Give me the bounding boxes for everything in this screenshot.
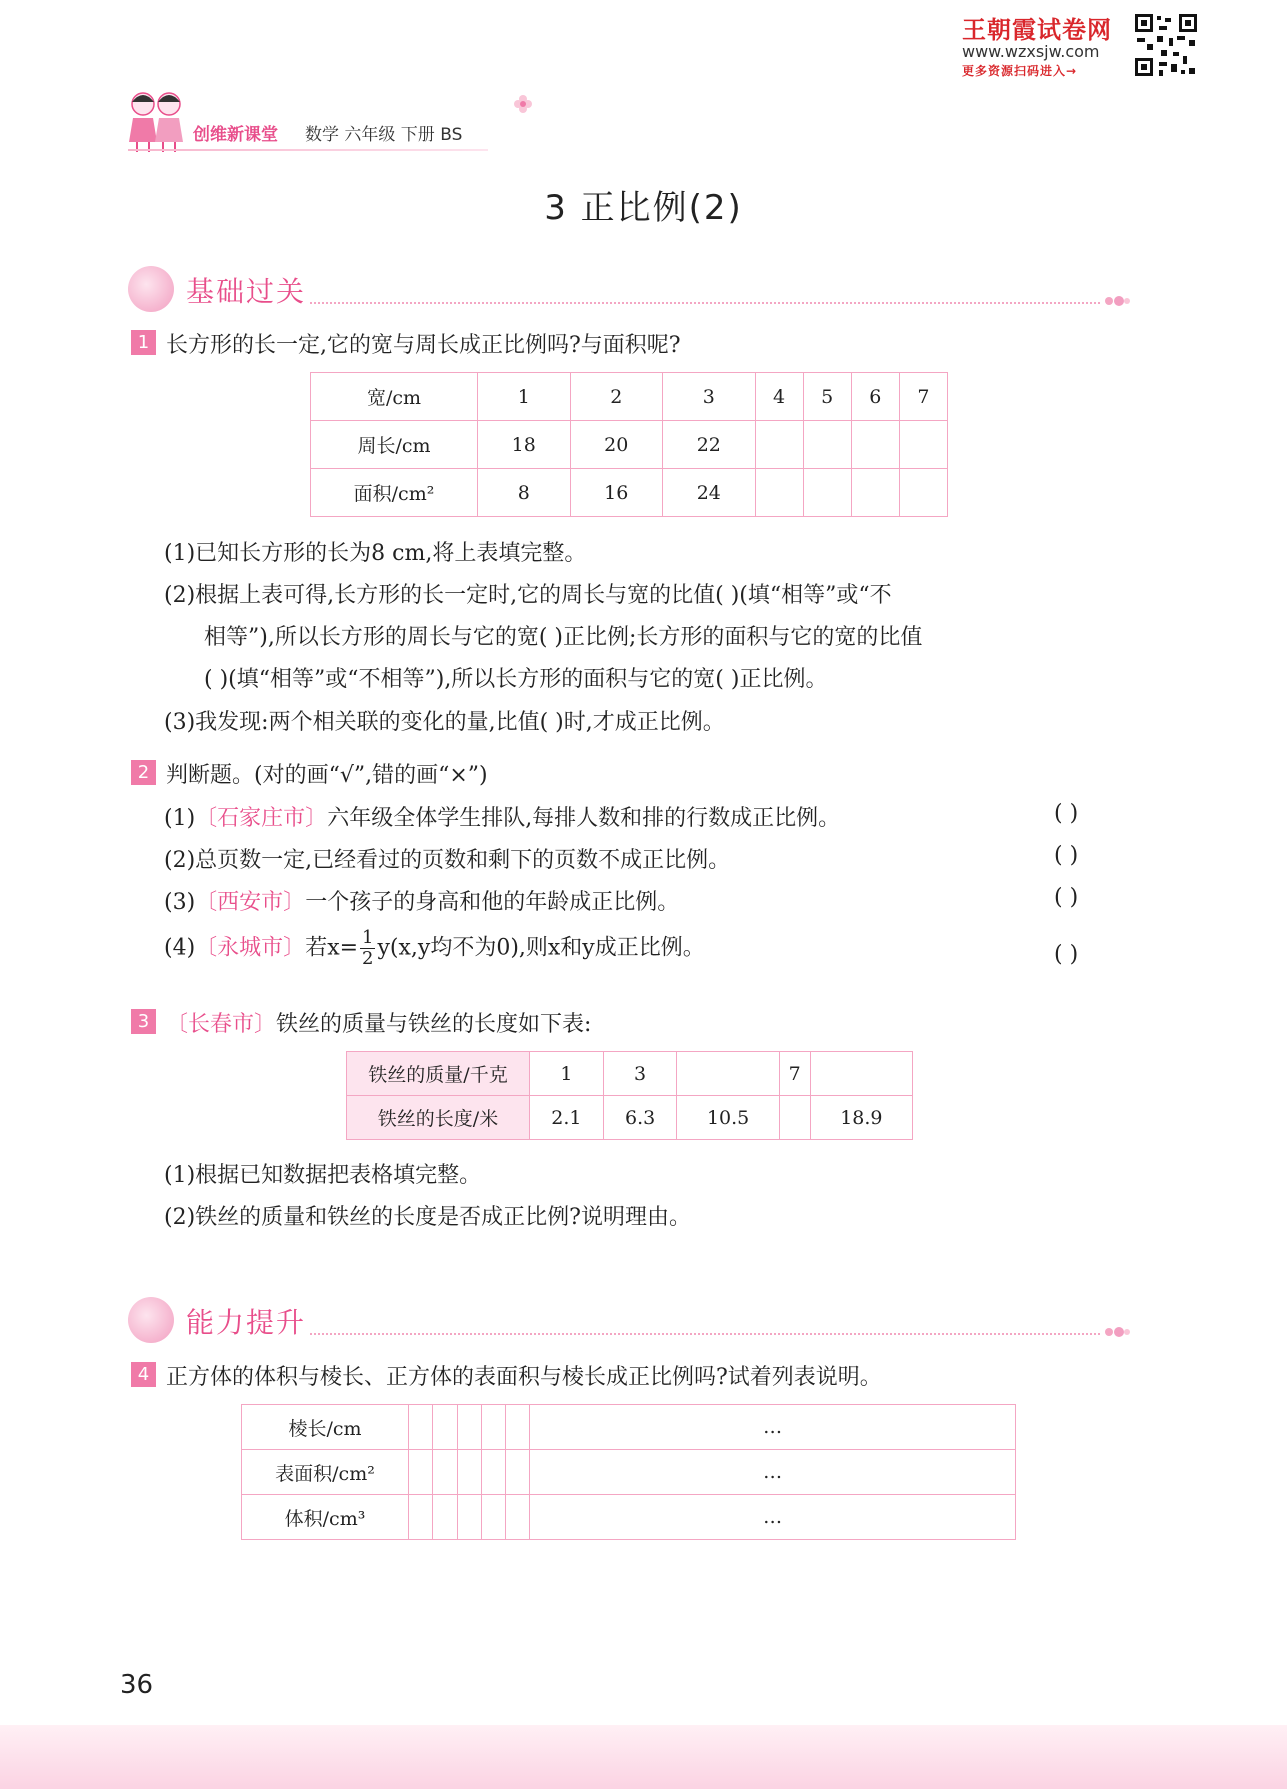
header-underline xyxy=(128,149,488,151)
table-cell[interactable] xyxy=(851,469,899,517)
answer-parentheses[interactable]: ( ) xyxy=(1054,843,1079,868)
table-cell: 24 xyxy=(663,469,756,517)
region-tag: 〔永城市〕 xyxy=(195,935,306,961)
table-cell[interactable] xyxy=(810,1052,912,1096)
book-info: 数学 六年级 下册 BS xyxy=(305,125,463,145)
series-name: 创维新课堂 xyxy=(193,125,278,145)
table-cell[interactable] xyxy=(755,421,803,469)
table-cell[interactable] xyxy=(506,1450,530,1495)
section-title-basic: 基础过关 xyxy=(186,275,307,308)
item-prefix: (3) xyxy=(164,890,196,915)
question-number-badge: 4 xyxy=(131,1362,156,1387)
item-prefix: (1) xyxy=(164,806,196,831)
table-cell[interactable] xyxy=(677,1052,779,1096)
item-text-after: y(x,y均不为0),则x和y成正比例。 xyxy=(377,935,705,961)
table-cell[interactable] xyxy=(481,1450,505,1495)
watermark-url: www.wzxsjw.com xyxy=(962,42,1100,61)
table-cell[interactable] xyxy=(433,1495,457,1540)
table-cell[interactable] xyxy=(803,469,851,517)
dots-decoration-icon xyxy=(1104,294,1130,308)
table-cell[interactable] xyxy=(851,421,899,469)
item-text: 一个孩子的身高和他的年龄成正比例。 xyxy=(305,890,680,915)
section-mascot-icon xyxy=(128,266,174,312)
table-cell[interactable] xyxy=(481,1405,505,1450)
item-prefix: (2) xyxy=(164,848,196,873)
q1-part-3: (3)我发现:两个相关联的变化的量,比值( )时,才成正比例。 xyxy=(164,710,725,735)
item-prefix: (4) xyxy=(164,935,196,961)
table-cell[interactable] xyxy=(899,469,947,517)
row-label: 棱长/cm xyxy=(242,1405,409,1450)
table-row xyxy=(311,421,948,469)
table-row xyxy=(347,1096,913,1140)
table-cell: 6.3 xyxy=(603,1096,677,1140)
table-cell: 10.5 xyxy=(677,1096,779,1140)
answer-parentheses[interactable]: ( ) xyxy=(1054,942,1079,967)
question-3-body: 铁丝的质量与铁丝的长度如下表: xyxy=(276,1012,592,1037)
q1-part-1: (1)已知长方形的长为8 cm,将上表填完整。 xyxy=(164,541,587,566)
table-cell: 4 xyxy=(755,373,803,421)
answer-parentheses[interactable]: ( ) xyxy=(1054,801,1079,826)
question-1-text: 长方形的长一定,它的宽与周长成正比例吗?与面积呢? xyxy=(166,333,681,358)
table-cell: … xyxy=(530,1450,1016,1495)
watermark-brand: 王朝霞试卷网 xyxy=(962,16,1112,44)
row-label: 表面积/cm² xyxy=(242,1450,409,1495)
q1-part-2-line-3: ( )(填“相等”或“不相等”),所以长方形的面积与它的宽( )正比例。 xyxy=(204,667,828,692)
table-cell[interactable] xyxy=(433,1450,457,1495)
table-cell[interactable] xyxy=(433,1405,457,1450)
row-label: 体积/cm³ xyxy=(242,1495,409,1540)
q1-table xyxy=(310,372,948,517)
table-row xyxy=(242,1495,1016,1540)
table-cell: 16 xyxy=(570,469,663,517)
table-cell[interactable] xyxy=(506,1495,530,1540)
table-cell[interactable] xyxy=(481,1495,505,1540)
q1-part-2-line-1: (2)根据上表可得,长方形的长一定时,它的周长与宽的比值( )(填“相等”或“不 xyxy=(164,583,892,608)
table-cell[interactable] xyxy=(803,421,851,469)
question-2-text: 判断题。(对的画“√”,错的画“×”) xyxy=(166,763,488,788)
table-cell[interactable] xyxy=(755,469,803,517)
table-row xyxy=(347,1052,913,1096)
table-cell: 2.1 xyxy=(530,1096,604,1140)
row-label: 铁丝的长度/米 xyxy=(347,1096,530,1140)
qr-code-icon xyxy=(1133,12,1199,78)
table-cell: 3 xyxy=(603,1052,677,1096)
table-cell: 8 xyxy=(478,469,571,517)
question-3-text xyxy=(166,1007,591,1038)
table-cell: … xyxy=(530,1405,1016,1450)
table-cell[interactable] xyxy=(409,1495,433,1540)
table-cell: 5 xyxy=(803,373,851,421)
watermark-more: 更多资源扫码进入→ xyxy=(962,64,1078,78)
table-cell: 7 xyxy=(899,373,947,421)
q2-item-2 xyxy=(164,843,730,874)
table-cell: … xyxy=(530,1495,1016,1540)
row-label: 面积/cm² xyxy=(311,469,478,517)
table-cell[interactable] xyxy=(409,1405,433,1450)
table-cell: 20 xyxy=(570,421,663,469)
table-cell[interactable] xyxy=(506,1405,530,1450)
table-cell: 3 xyxy=(663,373,756,421)
question-4-text: 正方体的体积与棱长、正方体的表面积与棱长成正比例吗?试着列表说明。 xyxy=(166,1365,882,1390)
q2-item-3 xyxy=(164,885,679,916)
bottom-decoration-band xyxy=(0,1725,1287,1789)
item-text: 六年级全体学生排队,每排人数和排的行数成正比例。 xyxy=(327,806,841,831)
page-title: 3 正比例(2) xyxy=(544,188,743,228)
fraction xyxy=(360,928,375,969)
table-cell[interactable] xyxy=(457,1405,481,1450)
table-row xyxy=(242,1450,1016,1495)
region-tag: 〔西安市〕 xyxy=(195,890,306,915)
page-number: 36 xyxy=(120,1670,154,1700)
q3-part-2: (2)铁丝的质量和铁丝的长度是否成正比例?说明理由。 xyxy=(164,1205,691,1230)
dots-decoration-icon xyxy=(1104,1325,1130,1339)
table-cell: 7 xyxy=(779,1052,810,1096)
q1-part-2-line-2: 相等”),所以长方形的周长与它的宽( )正比例;长方形的面积与它的宽的比值 xyxy=(204,625,923,650)
table-cell[interactable] xyxy=(457,1495,481,1540)
children-mascot-icon xyxy=(125,88,187,154)
q3-part-1: (1)根据已知数据把表格填完整。 xyxy=(164,1163,482,1188)
table-cell[interactable] xyxy=(779,1096,810,1140)
table-cell: 1 xyxy=(530,1052,604,1096)
q4-table xyxy=(241,1404,1016,1540)
section-divider xyxy=(310,1333,1100,1335)
table-row xyxy=(311,373,948,421)
answer-parentheses[interactable]: ( ) xyxy=(1054,885,1079,910)
row-label: 铁丝的质量/千克 xyxy=(347,1052,530,1096)
table-cell[interactable] xyxy=(409,1450,433,1495)
section-divider xyxy=(310,302,1100,304)
table-row xyxy=(242,1405,1016,1450)
region-tag: 〔石家庄市〕 xyxy=(195,806,328,831)
table-cell[interactable] xyxy=(899,421,947,469)
table-cell: 22 xyxy=(663,421,756,469)
question-number-badge: 1 xyxy=(131,330,156,355)
q3-table xyxy=(346,1051,913,1140)
fraction-denominator: 2 xyxy=(362,948,374,969)
flower-icon xyxy=(513,94,533,114)
section-mascot-icon xyxy=(128,1297,174,1343)
table-cell: 1 xyxy=(478,373,571,421)
table-cell: 6 xyxy=(851,373,899,421)
item-text-before: 若x= xyxy=(305,935,359,961)
section-title-advanced: 能力提升 xyxy=(186,1306,307,1339)
q2-item-1 xyxy=(164,801,840,832)
q2-item-4 xyxy=(164,928,705,969)
question-number-badge: 2 xyxy=(131,760,156,785)
table-row xyxy=(311,469,948,517)
table-cell[interactable] xyxy=(457,1450,481,1495)
row-label: 周长/cm xyxy=(311,421,478,469)
table-cell: 18.9 xyxy=(810,1096,912,1140)
table-cell: 18 xyxy=(478,421,571,469)
table-cell: 2 xyxy=(570,373,663,421)
item-text: 总页数一定,已经看过的页数和剩下的页数不成正比例。 xyxy=(195,848,731,873)
question-number-badge: 3 xyxy=(131,1009,156,1034)
fraction-numerator: 1 xyxy=(362,927,374,948)
region-tag: 〔长春市〕 xyxy=(166,1012,277,1037)
row-label: 宽/cm xyxy=(311,373,478,421)
